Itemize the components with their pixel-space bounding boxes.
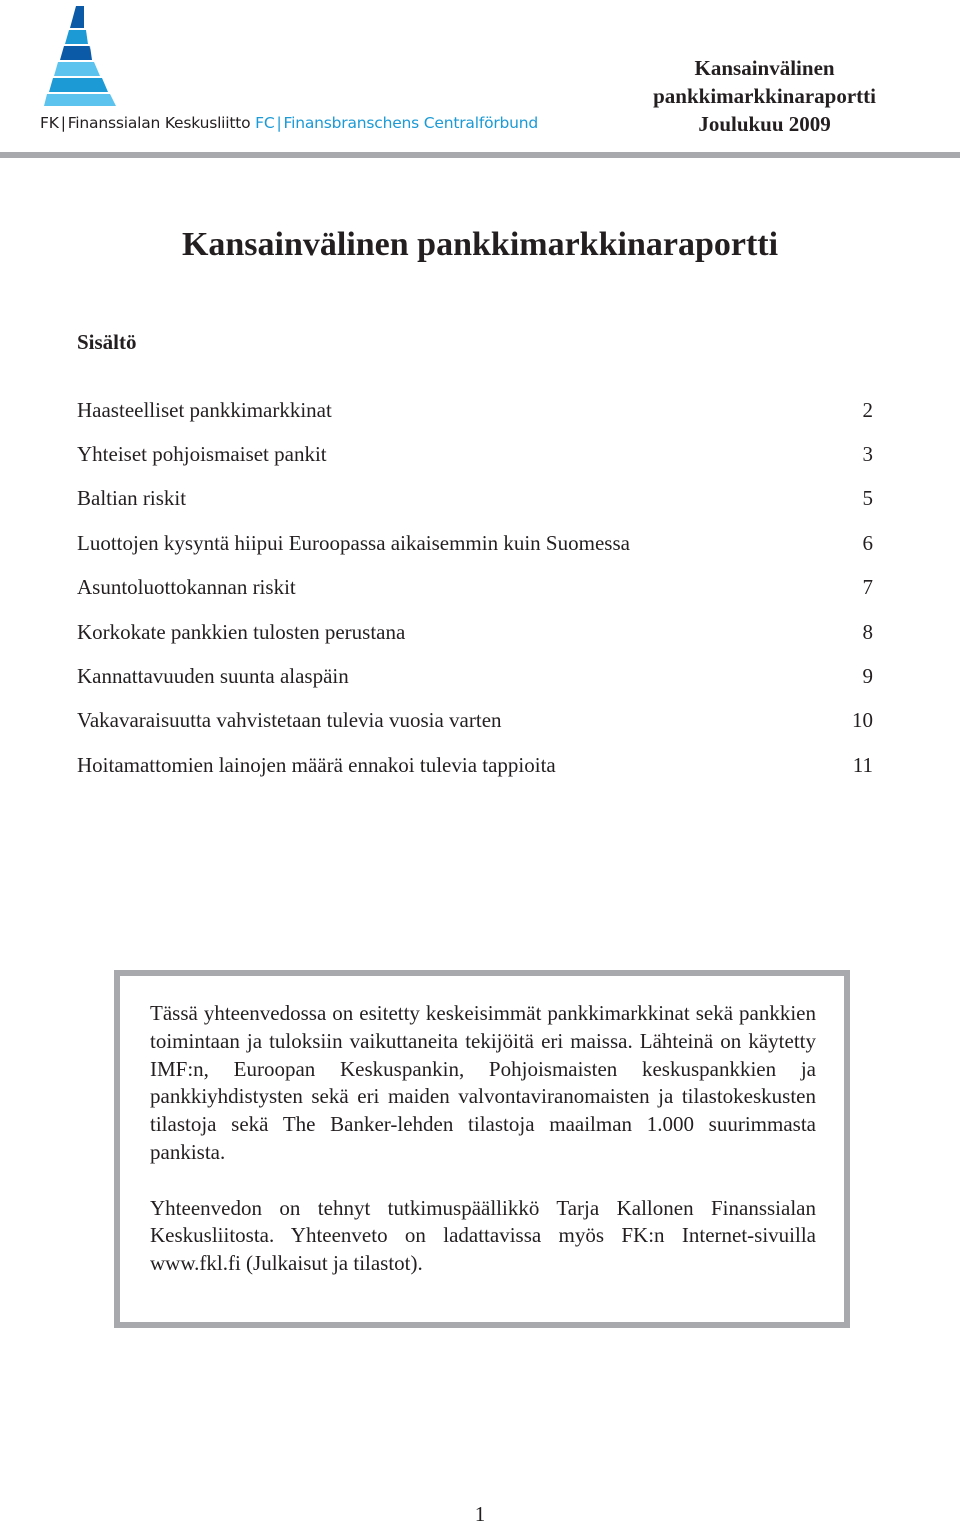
toc-item bbox=[77, 432, 873, 476]
fk-logo-icon bbox=[40, 6, 120, 110]
toc-item-label: Baltian riskit bbox=[77, 486, 187, 511]
toc-item-page: 6 bbox=[862, 530, 873, 555]
summary-paragraph-sources: Tässä yhteenvedossa on esitetty keskeisimmät pankkimarkkinat sekä pankkien toimintaan ja tuloksiin vaikuttaneita tekijöitä eri maissa. Lähteinä on käytetty IMF:n, Euroopan Keskuspankin, Pohjoismaisten keskuspankkien ja pankkiyhdistysten sekä eri maiden valvontaviranomaisten ja tilastokeskusten tilastoja sekä The Banker-lehden tilastoja maailman 1.000 suurimmasta pankista. bbox=[150, 1001, 816, 1164]
toc-item-label: Korkokate pankkien tulosten perustana bbox=[77, 619, 406, 644]
toc-item bbox=[77, 521, 873, 565]
organization-name: FK | Finanssialan Keskusliitto FC | Finansbranschens Centralförbund bbox=[40, 114, 539, 132]
summary-paragraph-author: Yhteenvedon on tehnyt tutkimuspäällikkö Tarja Kallonen Finanssialan Keskusliitosta. Yhteenveto on ladattavissa myös FK:n Internet-sivuilla www.fkl.fi (Julkaisut ja tilastot). bbox=[150, 1195, 816, 1276]
org-abbr-fi: FK bbox=[40, 114, 59, 132]
page-header bbox=[0, 0, 960, 160]
toc-item-label: Kannattavuuden suunta alaspäin bbox=[77, 664, 349, 689]
toc-item-label: Vakavaraisuutta vahvistetaan tulevia vuosia varten bbox=[77, 708, 502, 733]
toc-item-page: 8 bbox=[862, 619, 873, 644]
toc-item-page: 7 bbox=[862, 575, 873, 600]
toc-item-page: 11 bbox=[852, 752, 873, 777]
summary-box bbox=[114, 970, 850, 1328]
toc-heading: Sisältö bbox=[77, 330, 137, 354]
report-date: Joulukuu 2009 bbox=[698, 112, 831, 136]
summary-text bbox=[150, 1000, 816, 1306]
toc-item bbox=[77, 388, 873, 432]
table-of-contents bbox=[77, 388, 873, 788]
toc-item-label: Yhteiset pohjoismaiset pankit bbox=[77, 442, 327, 467]
org-abbr-sv: FC bbox=[255, 114, 275, 132]
toc-item bbox=[77, 699, 873, 743]
toc-item-label: Hoitamattomien lainojen määrä ennakoi tulevia tappioita bbox=[77, 752, 556, 777]
report-header-line1: Kansainvälinen bbox=[694, 56, 835, 80]
toc-item bbox=[77, 654, 873, 698]
toc-item bbox=[77, 477, 873, 521]
toc-item-page: 5 bbox=[862, 486, 873, 511]
toc-item-label: Asuntoluottokannan riskit bbox=[77, 575, 296, 600]
page-title: Kansainvälinen pankkimarkkinaraportti bbox=[181, 226, 779, 263]
toc-item bbox=[77, 610, 873, 654]
toc-item-page: 10 bbox=[852, 708, 873, 733]
toc-item-page: 3 bbox=[862, 442, 873, 467]
toc-item-label: Haasteelliset pankkimarkkinat bbox=[77, 397, 332, 422]
toc-item bbox=[77, 566, 873, 610]
toc-item-page: 9 bbox=[862, 664, 873, 689]
org-name-fi: Finanssialan Keskusliitto bbox=[67, 114, 251, 132]
toc-item-page: 2 bbox=[862, 397, 873, 422]
page-number: 1 bbox=[474, 1502, 486, 1526]
header-divider bbox=[0, 152, 960, 158]
report-header-title bbox=[653, 54, 876, 138]
toc-item bbox=[77, 743, 873, 787]
toc-item-label: Luottojen kysyntä hiipui Euroopassa aikaisemmin kuin Suomessa bbox=[77, 530, 630, 555]
report-header-line2: pankkimarkkinaraportti bbox=[653, 84, 876, 108]
org-name-sv: Finansbranschens Centralförbund bbox=[283, 114, 539, 132]
